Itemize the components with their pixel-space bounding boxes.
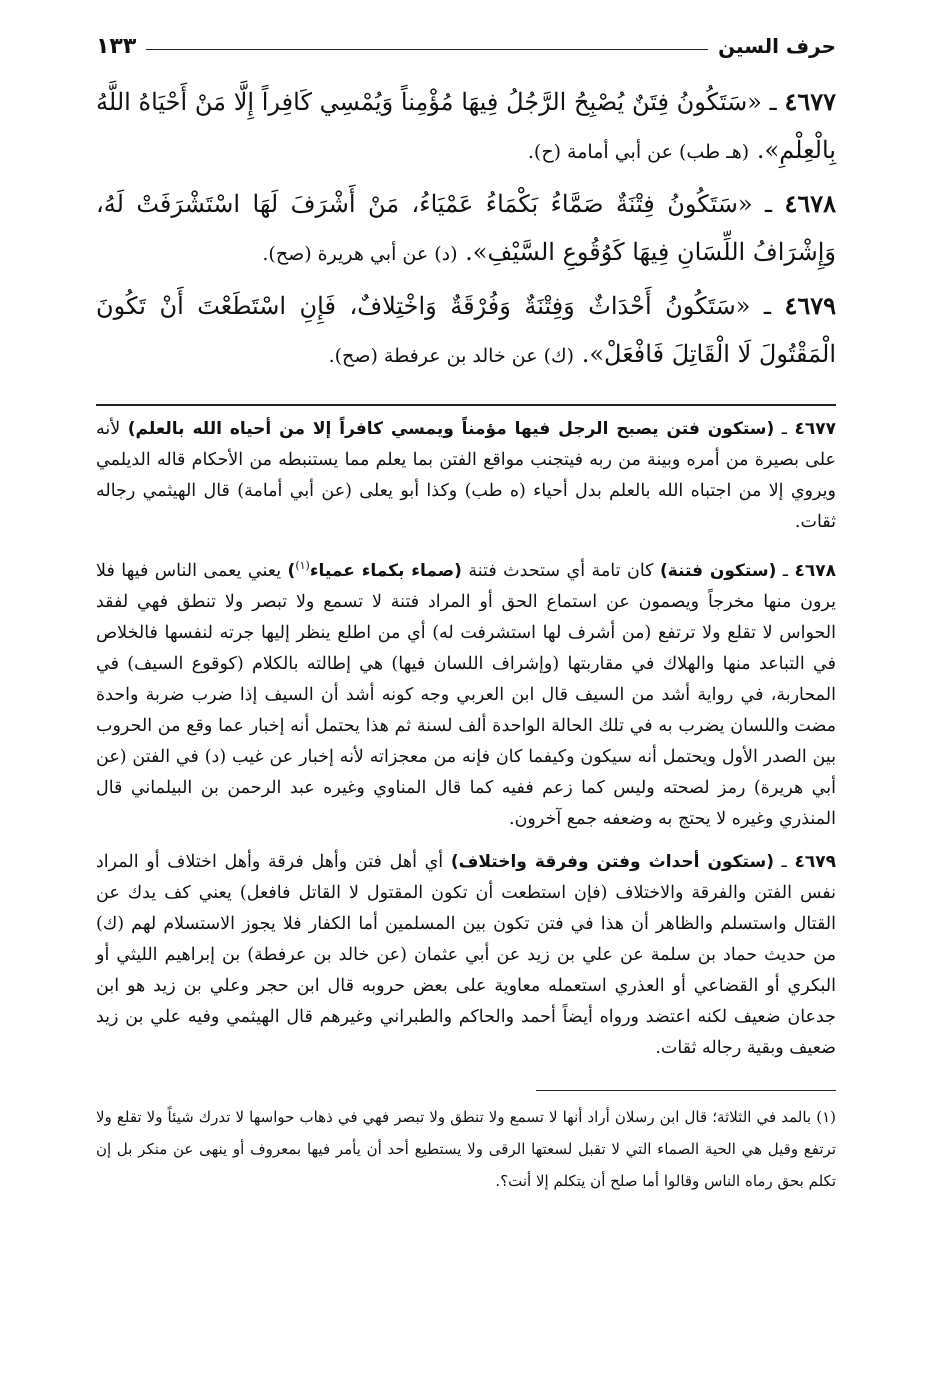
hadith-number: ٤٦٧٨ bbox=[784, 189, 836, 218]
hadith-number: ٤٦٧٧ bbox=[784, 87, 836, 116]
footnote-marker: (١) bbox=[816, 1107, 836, 1126]
hadith-source: (هـ طب) عن أبي أمامة (ح). bbox=[527, 141, 750, 163]
commentary-body: أي أهل فتن وأهل فرقة وأهل اختلاف أو المراد نفس الفتن والفرقة والاختلاف (فإن استطعت أن تكون المقتول لا القاتل فافعل) يعني كف يدك عن القتال واستسلم والظاهر أن هذا في فتن تكون بين المسلمين أما الكفار فلا يجوز الاستسلام لهم (ك) من حديث حماد بن سلمة عن علي بن زيد عن أبي عثمان (عن خالد بن عرفطة) بن إبراهيم الليثي أو البكري أو القضاعي أو العذري استعمله معاوية على بعض حروبه قال ابن حجر وعلي بن زيد هو ابن جدعان ضعيف لكنه اعتضد ورواه أيضاً أحمد والحاكم والطبراني وغيرهم قال الهيثمي وفيه علي بن زيد ضعيف وبقية رجاله ثقات. bbox=[96, 851, 836, 1058]
footnote-rule bbox=[536, 1090, 836, 1091]
commentary-body: يعني يعمى الناس فيها فلا يرون منها مخرجاً ويصمون عن استماع الحق أو المراد فتنة لا تسمع ولا تبصر ولا تنطق فهي لفقد الحواس لا تقلع ولا ترتفع (من أشرف لها استشرفت له) أي من اطلع ينظر إليها جرته لنفسها فالخلاص في التباعد منها والهلاك في مقاربتها (وإشراف اللسان فيها) هي إطالته بالكلام (كوقوع السيف) في المحاربة، في رواية أشد من السيف قال ابن العربي وجه كونه أشد أن السيف إذا ضرب ضربة واحدة مضت واللسان يضرب به في تلك الحالة الواحدة ألف لسنة ثم هذا يحتمل أنه إخبار عما وقع من الحروب بين الصدر الأول ويحتمل أنه سيكون وكيفما كان فإنه من معجزاته لأنه إخبار عن غيب (د) في الفتن (عن أبي هريرة) رمز لصحته وليس كما زعم ففيه كما قال المناوي وغيره عبد الرحمن بن البيلماني قال المنذري وغيره لا يحتج به وضعفه جمع آخرون. bbox=[96, 560, 836, 829]
commentary-entry: ٤٦٧٩ ـ (ستكون أحداث وفتن وفرقة واختلاف) أي أهل فتن وأهل فرقة وأهل اختلاف أو المراد نفس الفتن والفرقة والاختلاف (فإن استطعت أن تكون المقتول لا القاتل فافعل) يعني كف يدك عن القتال واستسلم والظاهر أن هذا في فتن تكون بين المسلمين أما الكفار فلا يجوز الاستسلام لهم (ك) من حديث حماد بن سلمة عن علي بن زيد عن أبي عثمان (عن خالد بن عرفطة) بن إبراهيم الليثي أو البكري أو القضاعي أو العذري استعمله معاوية على بعض حروبه قال ابن حجر وعلي بن زيد هو ابن جدعان ضعيف لكنه اعتضد ورواه أيضاً أحمد والحاكم والطبراني وغيرهم قال الهيثمي وفيه علي بن زيد ضعيف وبقية رجاله ثقات. bbox=[96, 851, 836, 1058]
hadith-text: «سَتَكُونُ فِتْنَةٌ صَمَّاءُ بَكْمَاءُ عَمْيَاءُ، مَنْ أَشْرَفَ لَهَا اسْتَشْرَفَتْ لَهُ، وَإِشْرَافُ اللِّسَانِ فِيهَا كَوُقُوعِ السَّيْفِ». bbox=[96, 190, 836, 266]
section-divider bbox=[96, 404, 836, 406]
commentary-number: ٤٦٧٧ bbox=[794, 419, 836, 439]
commentary-number: ٤٦٧٩ bbox=[794, 851, 836, 872]
hadith-number: ٤٦٧٩ bbox=[784, 291, 836, 320]
page-number: ١٣٣ bbox=[96, 33, 137, 59]
hadith-entry: ٤٦٧٩ ـ «سَتَكُونُ أَحْدَاثٌ وَفِتْنَةٌ وَفُرْقَةٌ وَاخْتِلافٌ، فَإِنِ اسْتَطَعْتَ أَنْ تَكُونَ الْمَقْتُولَ لَا الْقَاتِلَ فَافْعَلْ». (ك) عن خالد بن عرفطة (صح). bbox=[96, 291, 836, 368]
footnote bbox=[96, 1101, 836, 1197]
commentary-number: ٤٦٧٨ bbox=[794, 560, 836, 581]
commentary-lead: (ستكون أحداث وفتن وفرقة واختلاف) bbox=[450, 851, 774, 872]
hadith-entry: ٤٦٧٧ ـ «سَتَكُونُ فِتَنٌ يُصْبِحُ الرَّجُلُ فِيهَا مُؤْمِناً وَيُمْسِي كَافِراً إِلَّا مَنْ أَحْيَاهُ اللَّهُ بِالْعِلْمِ». (هـ طب) عن أبي أمامة (ح). bbox=[96, 87, 836, 164]
commentary-body: لأنه على بصيرة من أمره وبينة من ربه فيتجنب مواقع الفتن بما يعلم مما يستنبطه من الأحكام قاله الديلمي ويروي إلا من اجتباه الله بالعلم بدل أحياء (ه طب) وكذا أبو يعلى (عن أبي أمامة) قال الهيثمي رجاله ثقات. bbox=[96, 419, 836, 532]
page-header bbox=[96, 28, 836, 64]
hadith-source: (ك) عن خالد بن عرفطة (صح). bbox=[328, 345, 575, 367]
hadith-source: (د) عن أبي هريرة (صح). bbox=[262, 243, 458, 265]
commentary-lead: (ستكون فتن يصبح الرجل فيها مؤمناً ويمسي كافراً إلا من أحياه الله بالعلم) bbox=[127, 419, 775, 439]
commentary-lead-close: ) bbox=[287, 560, 296, 581]
hadith-text: «سَتَكُونُ أَحْدَاثٌ وَفِتْنَةٌ وَفُرْقَةٌ وَاخْتِلافٌ، فَإِنِ اسْتَطَعْتَ أَنْ تَكُونَ الْمَقْتُولَ لَا الْقَاتِلَ فَافْعَلْ». bbox=[96, 292, 836, 368]
commentary-section bbox=[96, 414, 836, 1064]
footnote-text: بالمد في الثلاثة؛ قال ابن رسلان أراد أنها لا تسمع ولا تنطق ولا تبصر فهي في ذهاب حواسها لا تدرك شيئاً ولا تقلع ولا ترتفع وقيل هي الحية الصماء التي لا تقبل لسعتها الرقى ولا يستطيع أحد أن يأمر فيها بمعروف أو ينهى عن منكر بل إن تكلم بحق رماه الناس وقالوا أما صلح أن يتكلم إلا أنت؟. bbox=[96, 1107, 836, 1190]
hadith-text: «سَتَكُونُ فِتَنٌ يُصْبِحُ الرَّجُلُ فِيهَا مُؤْمِناً وَيُمْسِي كَافِراً إِلَّا مَنْ أَحْيَاهُ اللَّهُ بِالْعِلْمِ». bbox=[96, 88, 836, 164]
header-rule bbox=[146, 49, 708, 50]
commentary-lead-2: (صماء بكماء عمياء bbox=[309, 560, 462, 581]
commentary-part: كان تامة أي ستحدث فتنة bbox=[468, 560, 654, 581]
chapter-title: حرف السين bbox=[718, 34, 836, 58]
book-page bbox=[96, 28, 836, 1197]
hadith-entry: ٤٦٧٨ ـ «سَتَكُونُ فِتْنَةٌ صَمَّاءُ بَكْمَاءُ عَمْيَاءُ، مَنْ أَشْرَفَ لَهَا اسْتَشْرَفَتْ لَهُ، وَإِشْرَافُ اللِّسَانِ فِيهَا كَوُقُوعِ السَّيْفِ». (د) عن أبي هريرة (صح). bbox=[96, 189, 836, 266]
footnote-reference: (١) bbox=[295, 559, 310, 572]
commentary-entry: ٤٦٧٧ ـ (ستكون فتن يصبح الرجل فيها مؤمناً ويمسي كافراً إلا من أحياه الله بالعلم) لأنه على بصيرة من أمره وبينة من ربه فيتجنب مواقع الفتن بما يعلم مما يستنبطه من الأحكام قاله الديلمي ويروي إلا من اجتباه الله بالعلم بدل أحياء (ه طب) وكذا أبو يعلى (عن أبي أمامة) قال الهيثمي رجاله ثقات. bbox=[96, 419, 836, 532]
commentary-entry: ٤٦٧٨ ـ (ستكون فتنة) كان تامة أي ستحدث فتنة (صماء بكماء عمياء$^{(١)}$) يعني يعمى الناس فيها فلا يرون منها مخرجاً ويصمون عن استماع الحق أو المراد فتنة لا تسمع ولا تبصر ولا تنطق فهي لفقد الحواس لا تقلع ولا ترتفع (من أشرف لها استشرفت له) أي من اطلع ينظر إليها جرته لنفسها فالخلاص في التباعد منها والهلاك في مقاربتها (وإشراف اللسان فيها) هي إطالته بالكلام (كوقوع السيف) في المحاربة، في رواية أشد من السيف قال ابن العربي وجه كونه أشد أن السيف إذا ضرب ضربة واحدة مضت واللسان يضرب به في تلك الحالة الواحدة ألف لسنة ثم هذا يحتمل أنه إخبار عما وقع من الحروب بين الصدر الأول ويحتمل أنه سيكون وكيفما كان فإنه من معجزاته لأنه إخبار عن غيب (د) في الفتن (عن أبي هريرة) رمز لصحته وليس كما زعم ففيه كما قال المناوي وغيره عبد الرحمن بن البيلماني قال المنذري وغيره لا يحتج به وضعفه جمع آخرون. bbox=[96, 559, 836, 829]
commentary-lead: (ستكون فتنة) bbox=[659, 560, 777, 581]
